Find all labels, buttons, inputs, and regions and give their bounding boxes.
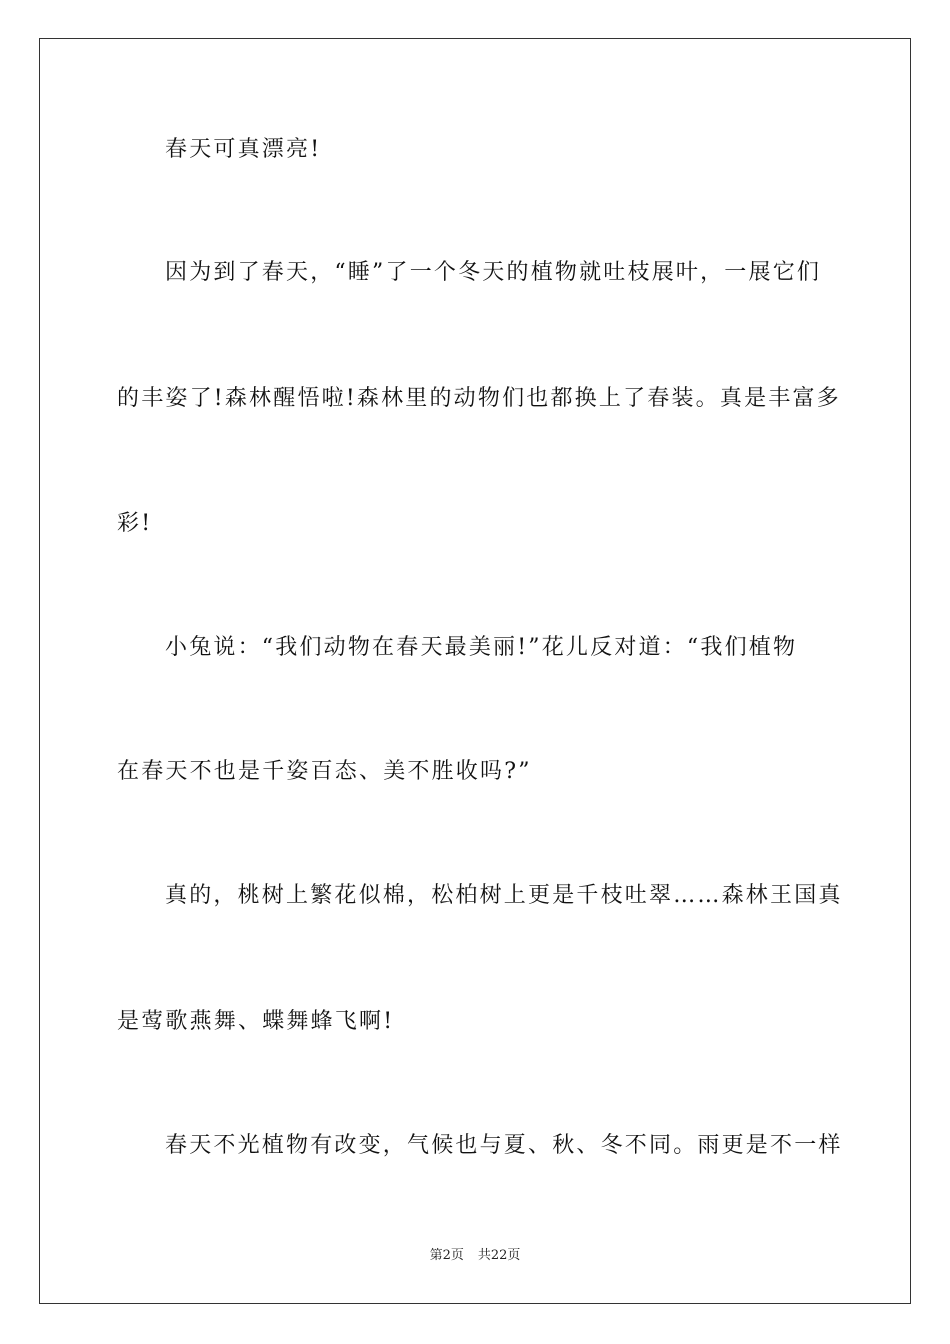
text-line-1: 春天可真漂亮! [165, 137, 322, 162]
page-footer [0, 1247, 950, 1265]
page-border [39, 38, 911, 1304]
text-line-2: 因为到了春天，“睡”了一个冬天的植物就吐枝展叶，一展它们 [165, 260, 822, 285]
text-line-4: 彩! [117, 511, 153, 536]
text-line-7: 真的，桃树上繁花似棉，松柏树上更是千枝吐翠……森林王国真 [165, 883, 843, 908]
text-line-3: 的丰姿了!森林醒悟啦!森林里的动物们也都换上了春装。真是丰富多 [117, 386, 841, 411]
total-pages: 共22页 [477, 1248, 521, 1263]
text-line-6: 在春天不也是千姿百态、美不胜收吗?” [117, 759, 532, 784]
page-number: 第2页 [429, 1248, 464, 1263]
text-line-5: 小兔说：“我们动物在春天最美丽!”花儿反对道：“我们植物 [165, 635, 798, 660]
text-line-8: 是莺歌燕舞、蝶舞蜂飞啊! [117, 1009, 395, 1034]
text-line-9: 春天不光植物有改变，气候也与夏、秋、冬不同。雨更是不一样 [165, 1133, 843, 1158]
